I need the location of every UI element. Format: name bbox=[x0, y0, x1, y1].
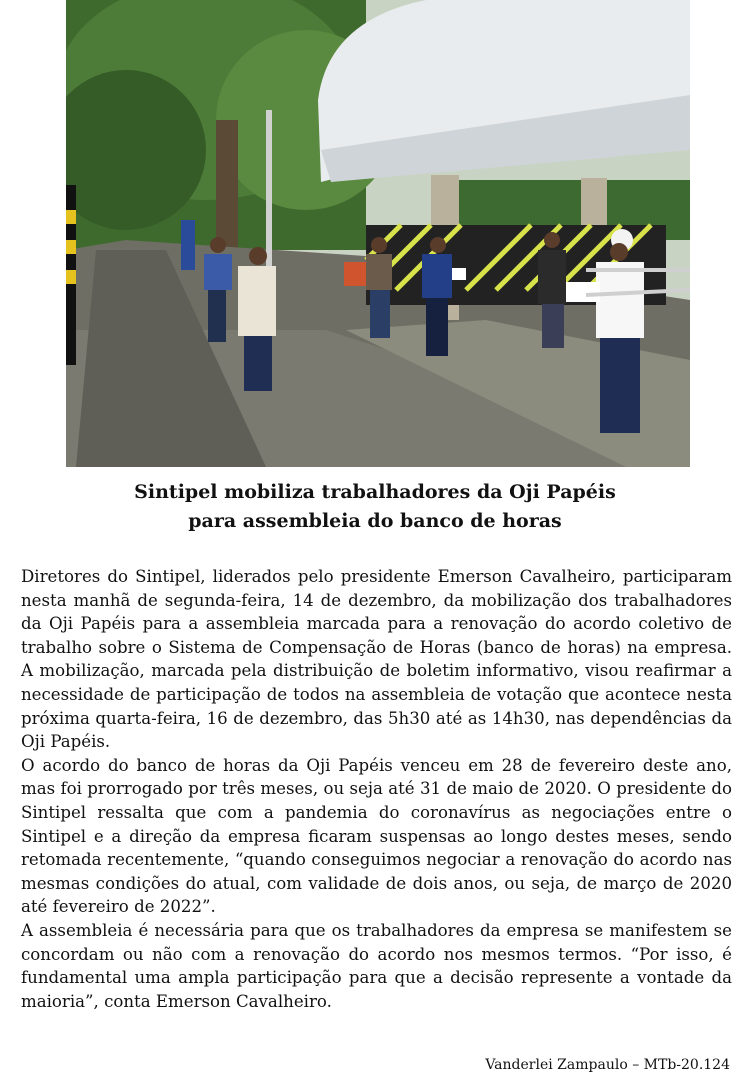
photo-illustration bbox=[66, 0, 690, 467]
title-line-2: para assembleia do banco de horas bbox=[188, 510, 562, 532]
article-body bbox=[21, 565, 732, 1013]
paragraph-1: Diretores do Sintipel, liderados pelo presidente Emerson Cavalheiro, participaram nesta manhã de segunda-feira, 14 de dezembro, da mobilização dos trabalhadores da Oji Papéis para a assembleia marcada para a renovação do acordo coletivo de trabalho sobre o Sistema de Compensação de Horas (banco de horas) na empresa. A mobilização, marcada pela distribuição de boletim informativo, visou reafirmar a necessidade de participação de todos na assembleia de votação que acontece nesta próxima quarta-feira, 16 de dezembro, das 5h30 até as 14h30, nas dependências da Oji Papéis. bbox=[21, 567, 732, 752]
article-title bbox=[0, 478, 750, 536]
article-photo bbox=[66, 0, 690, 467]
paragraph-3: A assembleia é necessária para que os trabalhadores da empresa se manifestem se concordam ou não com a renovação do acordo nos mesmos termos. “Por isso, é fundamental uma ampla participação para que a decisão represente a vontade da maioria”, conta Emerson Cavalheiro. bbox=[21, 920, 732, 1011]
paragraph-2: O acordo do banco de horas da Oji Papéis venceu em 28 de fevereiro deste ano, mas foi prorrogado por três meses, ou seja até 31 de maio de 2020. O presidente do Sintipel ressalta que com a pandemia do coronavírus as negociações entre o Sintipel e a direção da empresa ficaram suspensas ao longo destes meses, sendo retomada recentemente, “quando conseguimos negociar a renovação do acordo nas mesmas condições do atual, com validade de dois anos, ou seja, de março de 2020 até fevereiro de 2022”. bbox=[21, 755, 732, 917]
title-line-1: Sintipel mobiliza trabalhadores da Oji Papéis bbox=[134, 481, 616, 503]
author-credit: Vanderlei Zampaulo – MTb-20.124 bbox=[485, 1057, 730, 1073]
